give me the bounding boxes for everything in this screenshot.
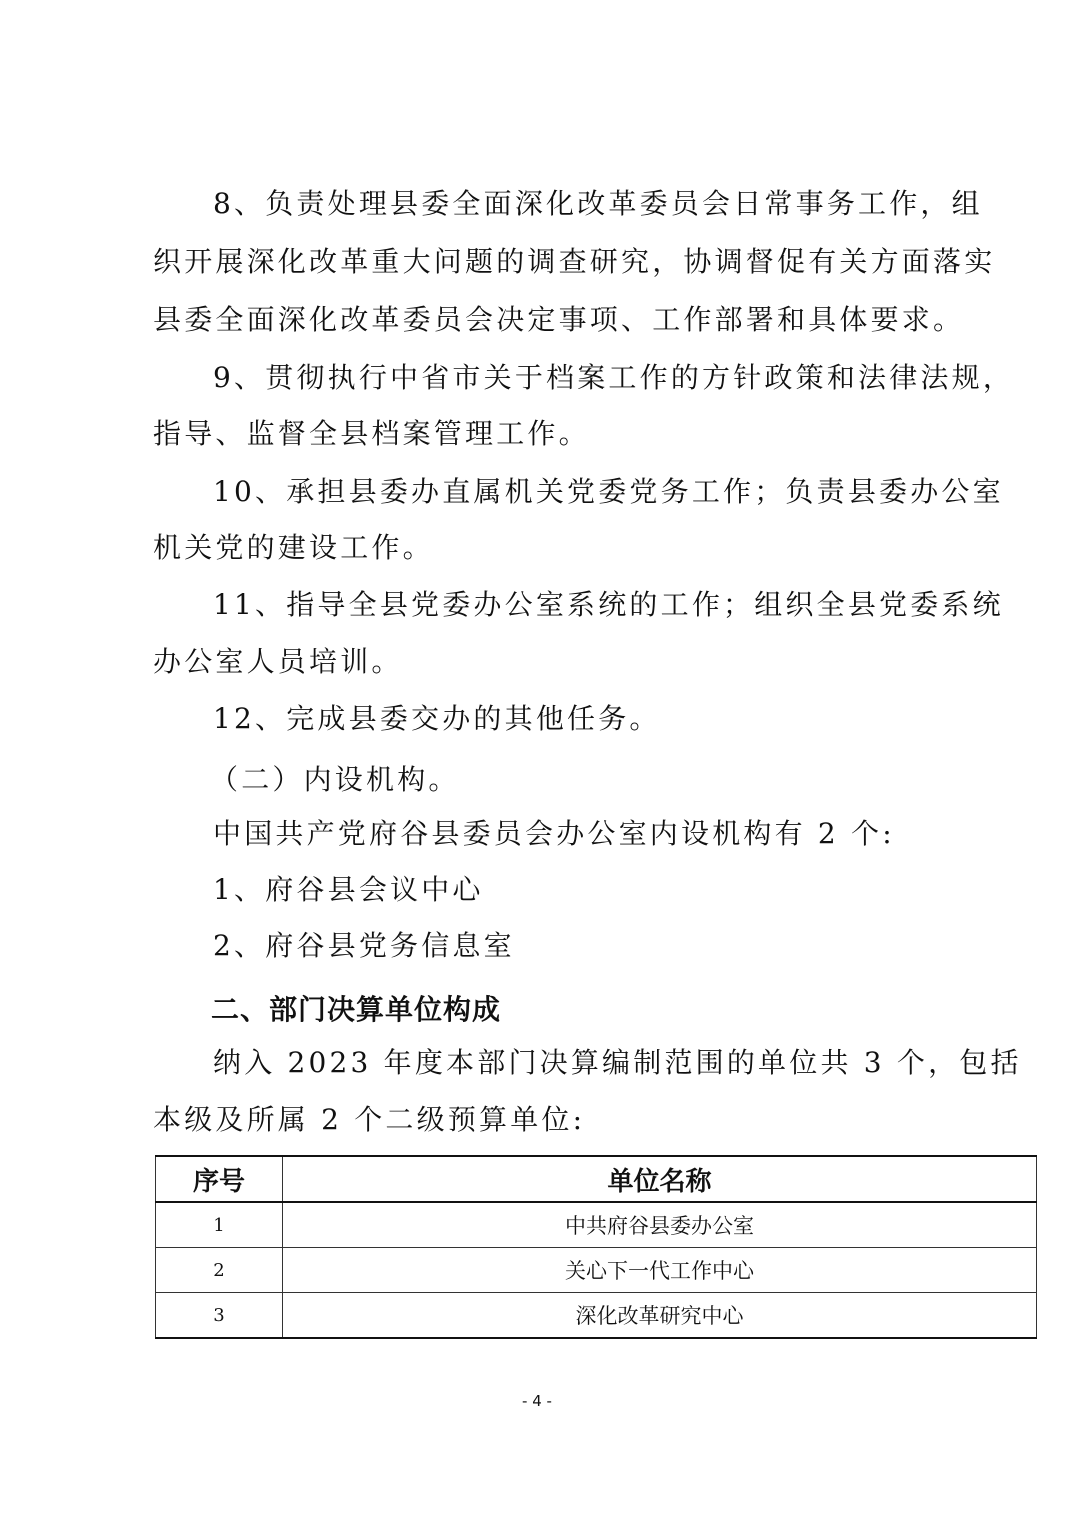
paragraph-8-line-3: 县委全面深化改革委员会决定事项、工作部署和具体要求。 [153,303,965,336]
paragraph-9-line-1: 9、贯彻执行中省市关于档案工作的方针政策和法律法规， [213,361,1015,394]
header-unit-name: 单位名称 [283,1156,1037,1202]
paragraph-8-line-2: 织开展深化改革重大问题的调查研究，协调督促有关方面落实 [153,245,996,278]
scope-line-2: 本级及所属 2 个二级预算单位: [153,1103,586,1136]
paragraph-11-line-2: 办公室人员培训。 [153,645,403,678]
page-number: - 4 - [522,1392,552,1410]
paragraph-12: 12、完成县委交办的其他任务。 [213,702,661,735]
row-index: 2 [156,1248,283,1293]
table-row [156,1202,1037,1248]
section-heading: 二、部门决算单位构成 [211,993,502,1026]
paragraph-8-line-1: 8、负责处理县委全面深化改革委员会日常事务工作，组 [213,187,983,220]
subheading-internal-institutions: （二）内设机构。 [210,763,460,796]
table-row [156,1293,1037,1339]
row-unit-name: 关心下一代工作中心 [283,1248,1037,1293]
institutions-intro: 中国共产党府谷县委员会办公室内设机构有 2 个: [213,817,895,850]
budget-units-table [155,1155,1037,1339]
paragraph-11-line-1: 11、指导全县党委办公室系统的工作；组织全县党委系统 [213,588,1004,621]
institution-item-2: 2、府谷县党务信息室 [213,929,515,962]
institution-item-1: 1、府谷县会议中心 [213,873,484,906]
row-index: 1 [156,1202,283,1248]
row-index: 3 [156,1293,283,1339]
paragraph-10-line-2: 机关党的建设工作。 [153,531,434,564]
paragraph-9-line-2: 指导、监督全县档案管理工作。 [153,417,590,450]
row-unit-name: 深化改革研究中心 [283,1293,1037,1339]
table-row [156,1248,1037,1293]
scope-line-1: 纳入 2023 年度本部门决算编制范围的单位共 3 个，包括 [213,1046,1022,1079]
table-header-row [156,1156,1037,1202]
paragraph-10-line-1: 10、承担县委办直属机关党委党务工作；负责县委办公室 [213,475,1004,508]
header-index: 序号 [156,1156,283,1202]
row-unit-name: 中共府谷县委办公室 [283,1202,1037,1248]
